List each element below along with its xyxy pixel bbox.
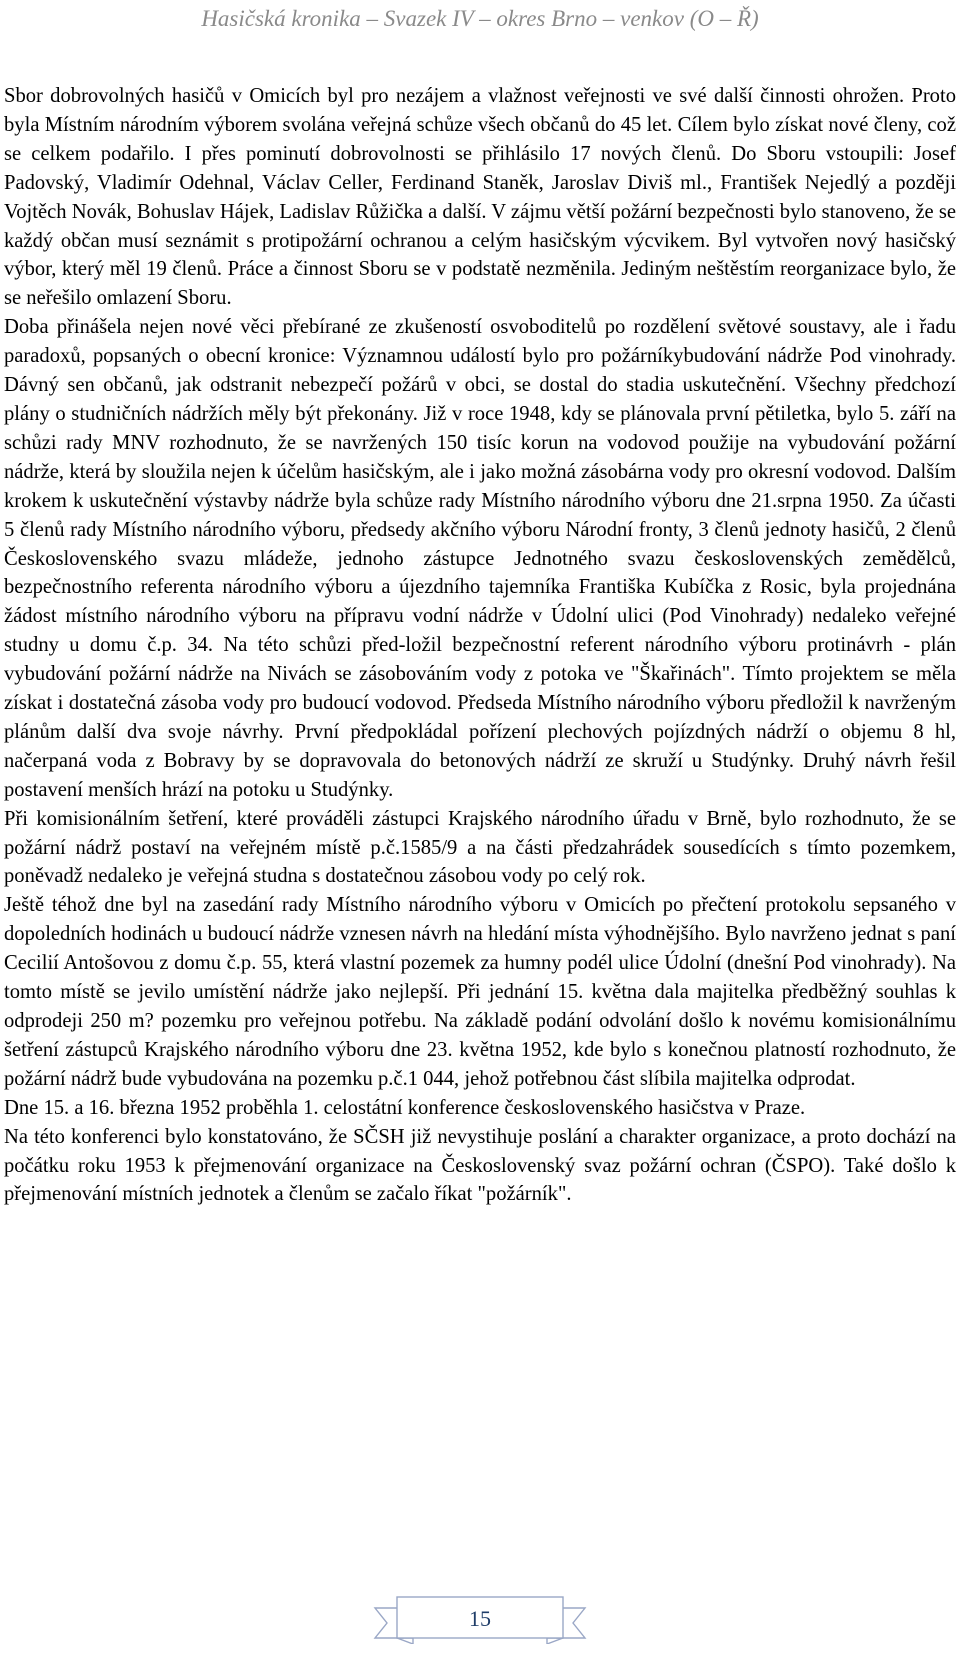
paragraph: Ještě téhož dne byl na zasedání rady Místního národního výboru v Omicích po přečtení protokolu sepsaného v dopoledních hodinách u budoucí nádrže vznesen návrh na hledání místa výhodnějšího. Bylo navrženo jednat s paní Cecilií Antošovou z domu č.p. 55, která vlastní pozemek za humny podél ulice Údolní (dnešní Pod vinohrady). Na tomto místě se jevilo umístění nádrže jako nejlepší. Při jednání 15. května dala majitelka předběžný souhlas k odprodeji 250 m? pozemku pro veřejnou potřebu. Na základě podání odvolání došlo k novému komisionálnímu šetření zástupců Krajského národního výboru dne 23. května 1952, kde bylo s konečnou platností rozhodnuto, že požární nádrž bude vybudována na pozemku p.č.1 044, jehož potřebnou část slíbila majitelka odprodat. (4, 894, 956, 1090)
paragraph: Doba přinášela nejen nové věci přebírané ze zkušeností osvoboditelů po rozdělení světové soustavy, ale i řadu paradoxů, popsaných o obecní kronice: Významnou událostí bylo pro požárníkybudování nádrže Pod vinohrady. Dávný sen občanů, jak odstranit nebezpečí požárů v obci, se dostal do stadia uskutečnění. Všechny předchozí plány o studničních nádržích měly být překonány. Již v roce 1948, kdy se plánovala první pětiletka, bylo 5. září na schůzi rady MNV rozhodnuto, že se navržených 150 tisíc korun na vodovod použije na vybudování požární nádrže, která by sloužila nejen k účelům hasičským, ale i jako možná zásobárna vody pro okresní vodovod. Dalším krokem k uskutečnění výstavby nádrže byla schůze rady Místního národního výboru dne 21.srpna 1950. Za účasti 5 členů rady Místního národního výboru, předsedy akčního výboru Národní fronty, 3 členů jednoty hasičů, 2 členů Československého svazu mládeže, jednoho zástupce Jednotného svazu československých zemědělců, bezpečnostního referenta národního výboru a újezdního tajemníka Františka Kubíčka z Rosic, byla projednána žádost místního národního výboru na přípravu vodní nádrže v Údolní ulici (Pod Vinohrady) nedaleko veřejné studny u domu č.p. 34. Na této schůzi před-ložil bezpečnostní referent národního výboru protinávrh - plán vybudování požární nádrže na Nivách se zásobováním vody z potoka ve "Škařinách". Tímto projektem se měla získat i dostatečná zásoba vody pro budoucí vodovod. Předseda Místního národního výboru předložil k navrženým plánům další dva svoje návrhy. První předpokládal pořízení plechových pojízdných nádrží o objemu 8 hl, načerpaná voda z Bobravy by se dopravovala do betonových nádrží ze skruží u Studýnky. Druhý návrh řešil postavení menších hrází na potoku u Studýnky. (4, 316, 956, 801)
running-header (0, 4, 960, 34)
page-number: 15 (469, 1606, 491, 1631)
paragraph: Na této konferenci bylo konstatováno, že SČSH již nevystihuje poslání a charakter organizace, a proto dochází na počátku roku 1953 k přejmenování organizace na Československý svaz požární ochran (ČSPO). Také došlo k přejmenování místních jednotek a členům se začalo říkat "požárník". (4, 1125, 956, 1206)
page-number-ribbon (373, 1594, 587, 1644)
paragraph: Při komisionálním šetření, které prováděli zástupci Krajského národního úřadu v Brně, bylo rozhodnuto, že se požární nádrž postaví na veřejném místě p.č.1585/9 a na části předzahrádek sousedících s tímto pozemkem, poněvadž nedaleko je veřejná studna s dostatečnou zásobou vody po celý rok. (4, 807, 956, 888)
paragraph: Dne 15. a 16. března 1952 proběhla 1. celostátní konference československého hasičstva v Praze. (4, 1096, 806, 1119)
running-header-title: Hasičská kronika – Svazek IV – okres Brno – venkov (O – Ř) (201, 6, 759, 31)
body-text (4, 82, 956, 1209)
paragraph: Sbor dobrovolných hasičů v Omicích byl pro nezájem a vlažnost veřejnosti ve své další činnosti ohrožen. Proto byla Místním národním výborem svolána veřejná schůze všech občanů do 45 let. Cílem bylo získat nové členy, což se celkem podařilo. I přes pominutí dobrovolnosti se přihlásilo 17 nových členů. Do Sboru vstoupili: Josef Padovský, Vladimír Odehnal, Václav Celler, Ferdinand Staněk, Jaroslav Diviš ml., František Nejedlý a později Vojtěch Novák, Bohuslav Hájek, Ladislav Růžička a další. V zájmu větší požární bezpečnosti bylo stanoveno, že se každý občan musí seznámit s protipožární ochranou a celým hasičským výcvikem. Byl vytvořen nový hasičský výbor, který měl 19 členů. Práce a činnost Sboru se v podstatě nezměnila. Jediným neštěstím reorganizace bylo, že se neřešilo omlazení Sboru. (4, 85, 956, 310)
